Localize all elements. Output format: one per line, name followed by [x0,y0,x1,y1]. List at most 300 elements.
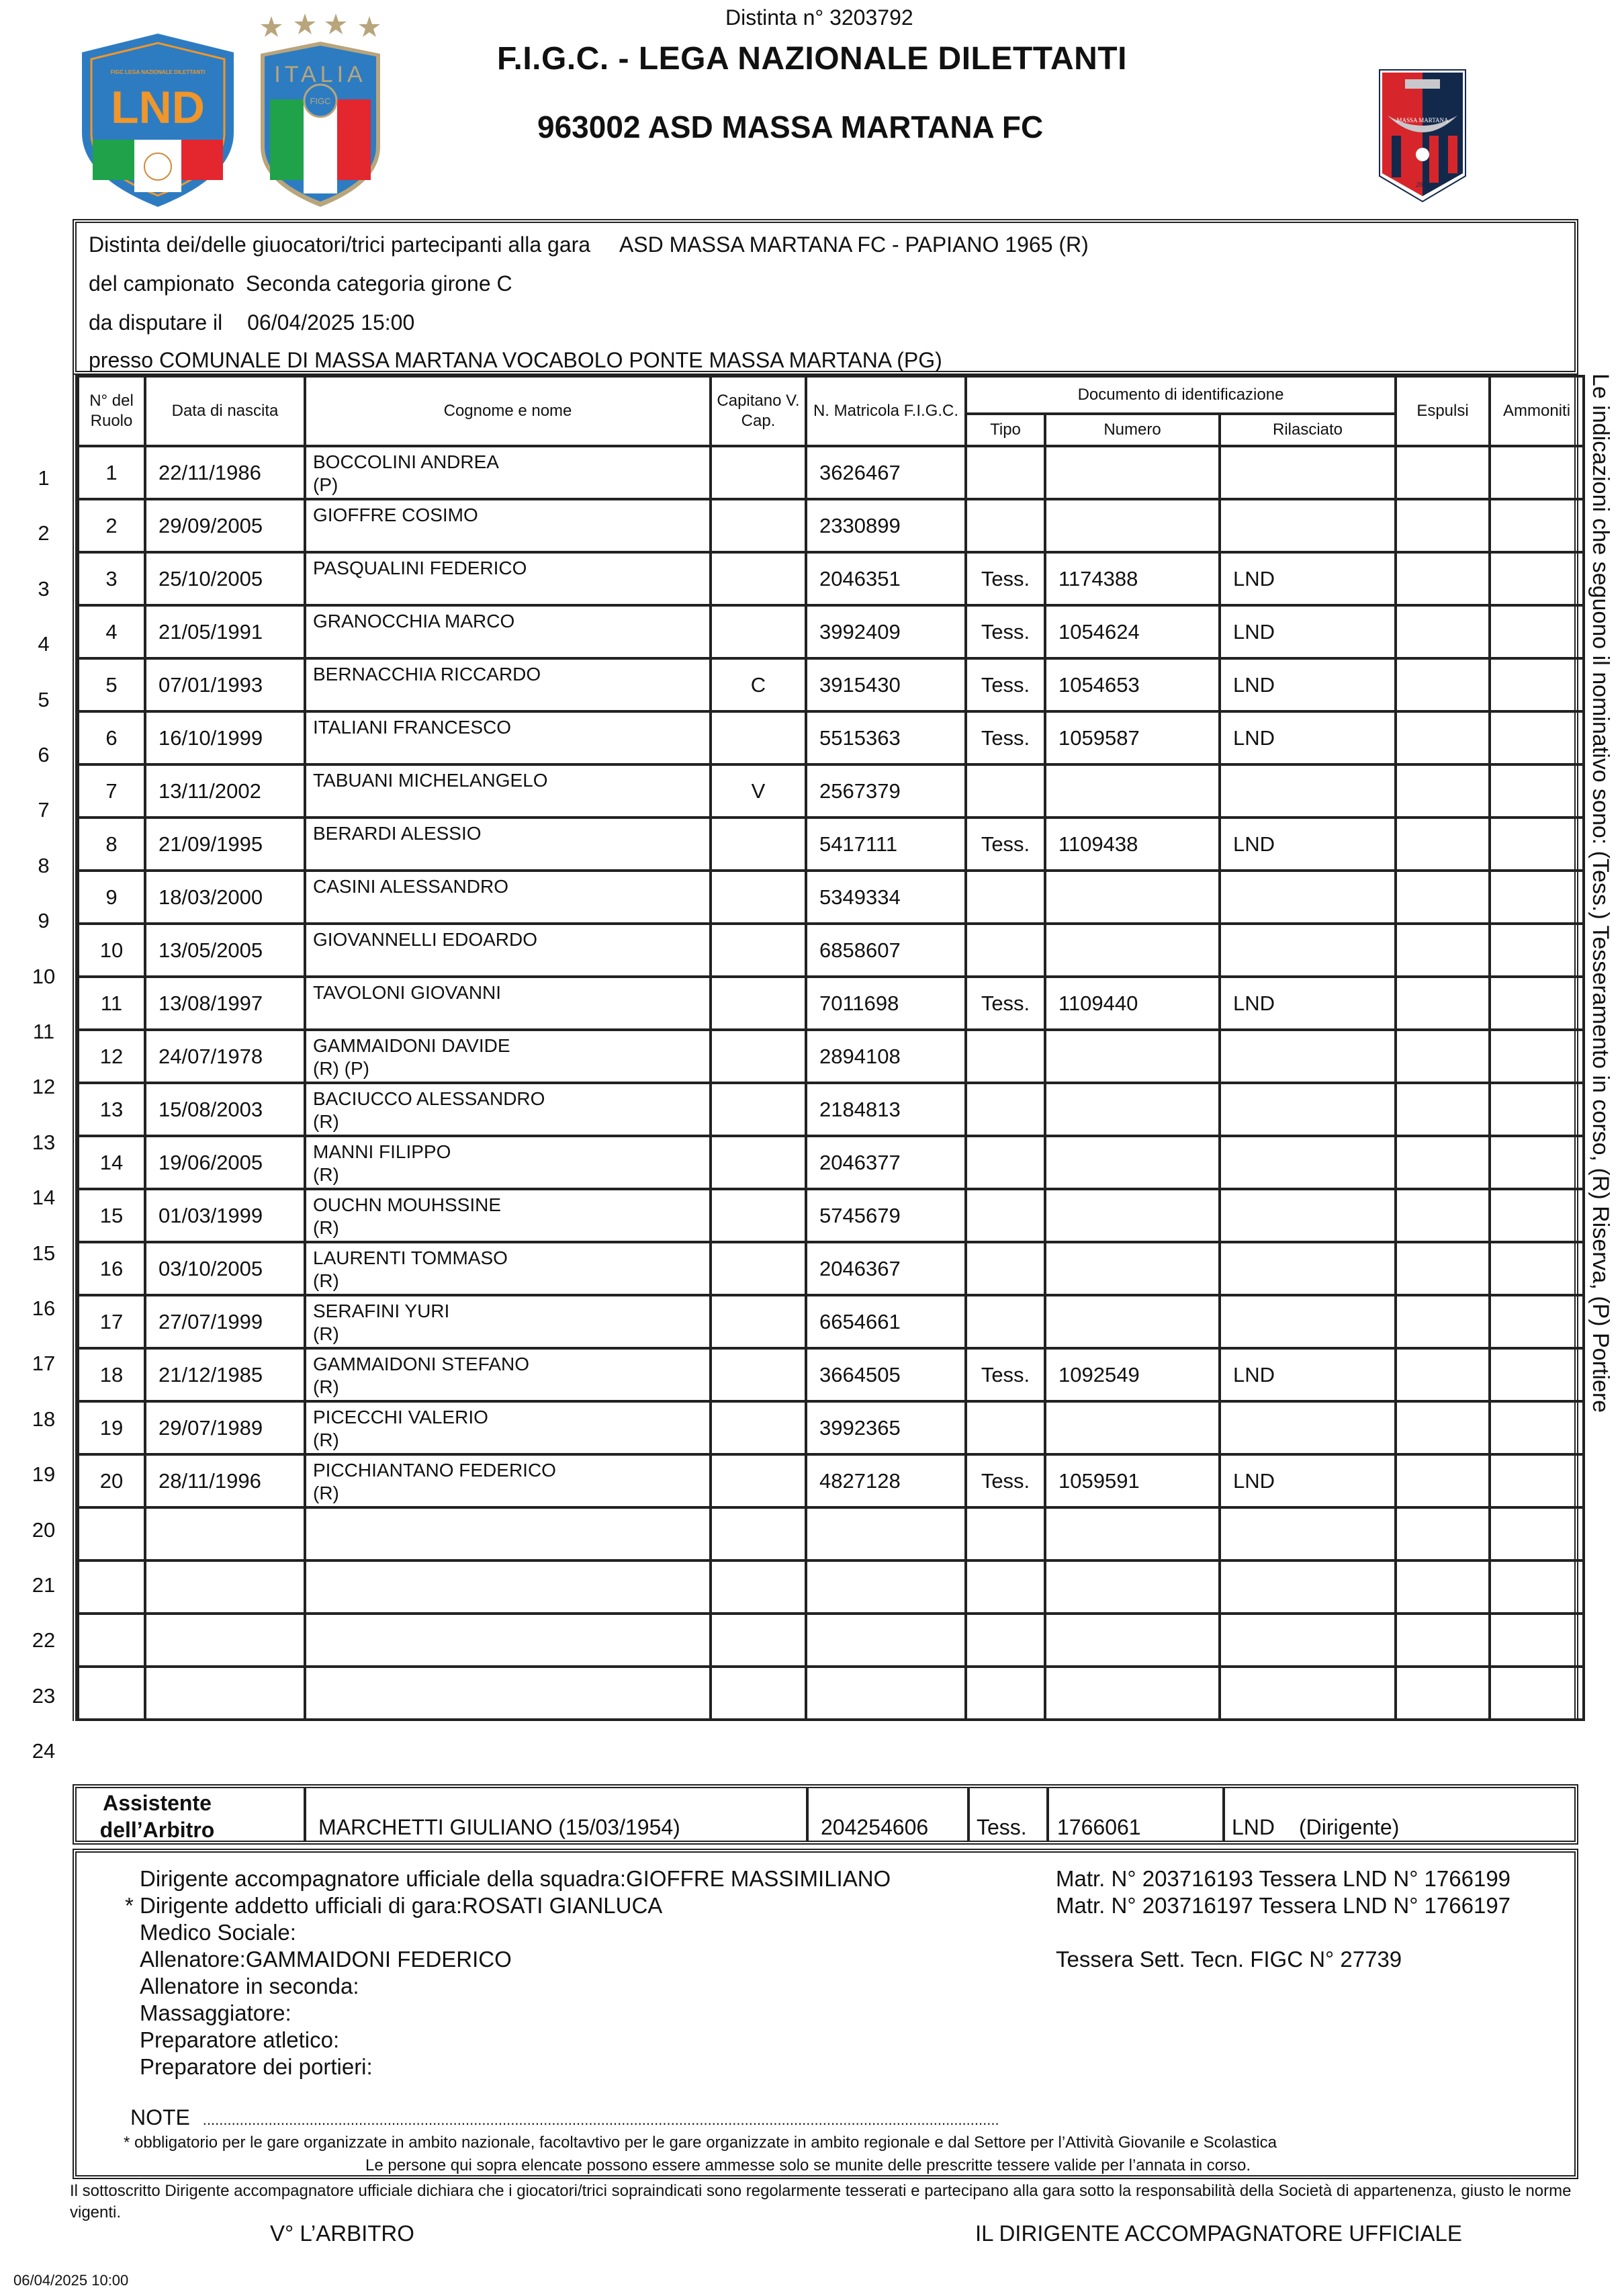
cell-matricola [806,1667,966,1720]
figc-italia-logo [257,12,384,208]
cell-capitano [711,1083,806,1136]
cell-ammoniti[interactable] [1490,818,1584,871]
footnote: * obbligatorio per le gare organizzate in ambito nazionale, facoltavtivo per le gare organizzate in ambito regionale e dal Settore per l’Attività Giovanile e Scolastica [124,2133,1277,2152]
cell-nome [305,764,711,818]
cell-nascita: 21/09/1995 [145,818,305,871]
cell-espulsi[interactable] [1396,711,1490,764]
cell-numero [1045,1295,1220,1348]
table-row [78,871,1584,924]
cell-nascita: 29/09/2005 [145,499,305,552]
player-name: BERARDI ALESSIO [313,823,482,844]
cell-tipo [966,499,1045,552]
cell-matricola: 2894108 [806,1030,966,1083]
staff-dirigente-accompagnatore [140,1866,891,1892]
cell-nascita: 24/07/1978 [145,1030,305,1083]
cell-tipo [966,1560,1045,1614]
cell-espulsi[interactable] [1396,605,1490,658]
header-espulsi: Espulsi [1396,376,1490,446]
cell-rilasciato: LND [1220,605,1396,658]
cell-nome [305,924,711,977]
table-row [78,658,1584,711]
cell-ruolo: 17 [78,1295,145,1348]
cell-nascita: 27/07/1999 [145,1295,305,1348]
players-table-wrapper [73,375,1578,1721]
cell-ruolo [78,1667,145,1720]
cell-ruolo: 9 [78,871,145,924]
staff-dirigente-addetto [125,1893,662,1919]
cell-rilasciato [1220,446,1396,499]
cell-tipo [966,1136,1045,1189]
cell-capitano [711,977,806,1030]
cell-capitano [711,1454,806,1507]
table-row [78,1667,1584,1720]
player-tag: (R) [313,1164,339,1185]
player-tag: (R) [313,1483,339,1503]
player-name: TABUANI MICHELANGELO [313,770,548,791]
cell-nome [305,871,711,924]
validity-note: Le persone qui sopra elencate possono essere ammesse solo se munite delle prescritte tessere valide per l’annata in corso. [365,2156,1251,2174]
cell-nome [305,1560,711,1614]
lnd-shield-icon [79,32,236,208]
cell-numero [1045,1189,1220,1242]
cell-nascita: 16/10/1999 [145,711,305,764]
cell-espulsi[interactable] [1396,764,1490,818]
cell-rilasciato: LND [1220,977,1396,1030]
value: GIOFFRE MASSIMILIANO [626,1866,891,1891]
svg-text:FIGC LEGA NAZIONALE DILETTANTI: FIGC LEGA NAZIONALE DILETTANTI [110,69,206,75]
cell-espulsi[interactable] [1396,1189,1490,1242]
cell-ammoniti[interactable] [1490,1189,1584,1242]
cell-matricola [806,1614,966,1667]
cell-espulsi[interactable] [1396,1560,1490,1614]
assistant-matricola: 204254606 [821,1815,929,1839]
match-value: ASD MASSA MARTANA FC - PAPIANO 1965 (R) [619,232,1089,257]
cell-ammoniti[interactable] [1490,1295,1584,1348]
cell-tipo: Tess. [966,711,1045,764]
cell-ammoniti[interactable] [1490,711,1584,764]
cell-nascita [145,1667,305,1720]
cell-tipo [966,1401,1045,1454]
cell-ammoniti[interactable] [1490,1348,1584,1401]
divider [806,1788,809,1841]
cell-ammoniti[interactable] [1490,1614,1584,1667]
row-index: 9 [38,909,50,933]
referee-signature-label: V° L’ARBITRO [270,2221,414,2246]
cell-nome [305,446,711,499]
row-index: 18 [32,1407,56,1431]
cell-matricola: 2567379 [806,764,966,818]
cell-ruolo: 4 [78,605,145,658]
cell-ammoniti[interactable] [1490,1560,1584,1614]
cell-matricola: 6858607 [806,924,966,977]
assistant-label [90,1790,224,1843]
cell-numero [1045,1507,1220,1560]
cell-ruolo: 6 [78,711,145,764]
cell-capitano [711,1348,806,1401]
row-index: 16 [32,1296,56,1320]
cell-rilasciato [1220,1189,1396,1242]
table-row [78,499,1584,552]
player-tag: (R) [313,1376,339,1397]
cell-espulsi[interactable] [1396,658,1490,711]
cell-nome [305,552,711,605]
cell-nome [305,1189,711,1242]
cell-rilasciato [1220,764,1396,818]
championship-line [89,271,512,296]
cell-espulsi[interactable] [1396,499,1490,552]
cell-numero: 1054624 [1045,605,1220,658]
cell-numero [1045,1667,1220,1720]
player-tag: (R) [313,1111,339,1132]
cell-capitano: C [711,658,806,711]
cell-nome [305,1295,711,1348]
cell-ruolo: 2 [78,499,145,552]
player-name: GRANOCCHIA MARCO [313,611,515,631]
assistant-rilasciato: LND [1232,1815,1275,1839]
cell-capitano [711,1295,806,1348]
cell-matricola: 3626467 [806,446,966,499]
value: ROSATI GIANLUCA [462,1893,663,1918]
player-name: GAMMAIDONI DAVIDE [313,1035,510,1056]
cell-rilasciato: LND [1220,658,1396,711]
cell-nome [305,1083,711,1136]
cell-capitano [711,711,806,764]
cell-capitano [711,499,806,552]
cell-ammoniti[interactable] [1490,605,1584,658]
cell-rilasciato [1220,1295,1396,1348]
table-row [78,764,1584,818]
cell-espulsi[interactable] [1396,1242,1490,1295]
header-nome: Cognome e nome [305,376,711,446]
svg-text:FIGC: FIGC [310,96,331,106]
cell-numero: 1054653 [1045,658,1220,711]
vertical-legend-text: Le indicazioni che seguono il nominativo sono: (Tess.) Tesseramento in corso, (R) Riserva, (P) Portiere [1588,373,1613,1413]
cell-espulsi[interactable] [1396,552,1490,605]
cell-ammoniti[interactable] [1490,871,1584,924]
cell-espulsi[interactable] [1396,1614,1490,1667]
cell-matricola: 5349334 [806,871,966,924]
cell-nascita: 13/11/2002 [145,764,305,818]
cell-numero [1045,499,1220,552]
cell-nascita: 15/08/2003 [145,1083,305,1136]
player-tag: (R) [313,1270,339,1291]
cell-ammoniti[interactable] [1490,977,1584,1030]
value: GAMMAIDONI FEDERICO [245,1947,512,1972]
player-tag: (R) [313,1429,339,1450]
cell-nome [305,818,711,871]
cell-capitano [711,1401,806,1454]
svg-text:ITALIA: ITALIA [274,62,367,87]
cell-matricola: 2046367 [806,1242,966,1295]
assistant-numero: 1766061 [1057,1815,1141,1839]
cell-espulsi[interactable] [1396,1667,1490,1720]
note-label: NOTE [130,2105,190,2129]
cell-ruolo: 5 [78,658,145,711]
player-name: GIOFFRE COSIMO [313,504,478,525]
cell-numero [1045,1401,1220,1454]
player-name: GIOVANNELLI EDOARDO [313,929,538,950]
cell-tipo [966,1189,1045,1242]
cell-ruolo: 14 [78,1136,145,1189]
cell-nome [305,711,711,764]
cell-espulsi[interactable] [1396,1295,1490,1348]
assistant-label-line2: dell’Arbitro [99,1818,215,1842]
cell-rilasciato: LND [1220,1454,1396,1507]
cell-rilasciato: LND [1220,818,1396,871]
cell-ammoniti[interactable] [1490,1667,1584,1720]
cell-matricola: 6654661 [806,1295,966,1348]
cell-nascita: 13/05/2005 [145,924,305,977]
cell-capitano [711,552,806,605]
cell-ammoniti[interactable] [1490,499,1584,552]
cell-numero: 1109438 [1045,818,1220,871]
cell-ammoniti[interactable] [1490,1136,1584,1189]
cell-rilasciato: LND [1220,711,1396,764]
cell-tipo [966,924,1045,977]
cell-nascita: 21/05/1991 [145,605,305,658]
staff-dirigente-addetto-detail: Matr. N° 203716197 Tessera LND N° 1766197 [1056,1893,1511,1918]
row-index: 15 [32,1241,56,1265]
table-row [78,977,1584,1030]
cell-espulsi[interactable] [1396,1454,1490,1507]
player-name: BOCCOLINI ANDREA [313,451,499,472]
cell-rilasciato [1220,871,1396,924]
table-row [78,1454,1584,1507]
staff-dirigente-accompagnatore-detail: Matr. N° 203716193 Tessera LND N° 1766199 [1056,1866,1511,1891]
cell-ammoniti[interactable] [1490,658,1584,711]
cell-matricola: 2184813 [806,1083,966,1136]
header-nascita: Data di nascita [145,376,305,446]
table-row [78,605,1584,658]
cell-espulsi[interactable] [1396,1348,1490,1401]
note-dots: .................................................................................................................................................................................................. [202,2111,999,2128]
table-row [78,552,1584,605]
cell-ruolo: 12 [78,1030,145,1083]
date-label: da disputare il [89,310,223,335]
cell-matricola: 4827128 [806,1454,966,1507]
cell-ammoniti[interactable] [1490,446,1584,499]
player-name: PASQUALINI FEDERICO [313,558,527,578]
cell-nome [305,1614,711,1667]
cell-matricola: 3915430 [806,658,966,711]
cell-ammoniti[interactable] [1490,924,1584,977]
assistant-name: MARCHETTI GIULIANO (15/03/1954) [318,1815,680,1839]
label: * Dirigente addetto ufficiali di gara: [125,1893,463,1918]
cell-rilasciato [1220,1560,1396,1614]
cell-ammoniti[interactable] [1490,764,1584,818]
cell-espulsi[interactable] [1396,1507,1490,1560]
cell-tipo [966,764,1045,818]
player-tag: (R) (P) [313,1058,369,1079]
row-index: 24 [32,1739,56,1763]
cell-ruolo [78,1560,145,1614]
cell-espulsi[interactable] [1396,977,1490,1030]
date-value: 06/04/2025 15:00 [247,310,415,335]
cell-tipo [966,1030,1045,1083]
assistant-role: (Dirigente) [1299,1815,1400,1839]
club-crest-icon [1378,69,1467,203]
table-row [78,1401,1584,1454]
cell-matricola: 2046377 [806,1136,966,1189]
row-index: 1 [38,466,50,490]
svg-text:2024: 2024 [1416,181,1429,189]
player-name: TAVOLONI GIOVANNI [313,982,502,1003]
assistant-label-line1: Assistente [103,1791,212,1815]
staff-preparatore-atletico: Preparatore atletico: [140,2027,340,2052]
divider [1222,1788,1225,1841]
cell-nascita [145,1507,305,1560]
cell-nascita [145,1614,305,1667]
cell-nascita: 22/11/1986 [145,446,305,499]
cell-ruolo: 8 [78,818,145,871]
venue-value: COMUNALE DI MASSA MARTANA VOCABOLO PONTE MASSA MARTANA (PG) [159,348,942,372]
cell-nascita: 18/03/2000 [145,871,305,924]
cell-numero: 1092549 [1045,1348,1220,1401]
assistant-referee-row [73,1784,1578,1845]
club-title: 963002 ASD MASSA MARTANA FC [537,109,1044,144]
table-row [78,1189,1584,1242]
championship-value: Seconda categoria girone C [245,271,512,296]
cell-espulsi[interactable] [1396,1401,1490,1454]
players-table [77,375,1585,1721]
row-index: 14 [32,1186,56,1210]
cell-matricola: 2330899 [806,499,966,552]
header-matricola: N. Matricola F.I.G.C. [806,376,966,446]
cell-numero [1045,1242,1220,1295]
player-name: BERNACCHIA RICCARDO [313,664,541,685]
cell-numero [1045,1136,1220,1189]
cell-capitano [711,1507,806,1560]
cell-ammoniti[interactable] [1490,1242,1584,1295]
cell-nome [305,1242,711,1295]
match-info-box [73,219,1578,375]
cell-espulsi[interactable] [1396,1083,1490,1136]
figc-shield-icon [257,12,384,208]
cell-ammoniti[interactable] [1490,1083,1584,1136]
header-documento: Documento di identificazione [966,376,1396,414]
cell-ammoniti[interactable] [1490,1507,1584,1560]
table-row [78,1614,1584,1667]
row-index: 8 [38,853,50,877]
player-tag: (R) [313,1217,339,1238]
cell-numero [1045,924,1220,977]
cell-numero: 1059591 [1045,1454,1220,1507]
cell-capitano [711,924,806,977]
cell-rilasciato [1220,1030,1396,1083]
cell-espulsi[interactable] [1396,924,1490,977]
cell-numero [1045,1030,1220,1083]
player-name: PICECCHI VALERIO [313,1407,488,1427]
cell-tipo [966,1242,1045,1295]
staff-preparatore-portieri: Preparatore dei portieri: [140,2054,373,2079]
cell-ruolo: 3 [78,552,145,605]
date-line [89,310,414,335]
cell-nascita: 03/10/2005 [145,1242,305,1295]
cell-espulsi[interactable] [1396,818,1490,871]
cell-ruolo: 1 [78,446,145,499]
massa-martana-crest [1378,69,1467,203]
cell-numero: 1174388 [1045,552,1220,605]
cell-matricola: 7011698 [806,977,966,1030]
cell-ammoniti[interactable] [1490,1401,1584,1454]
cell-tipo: Tess. [966,1348,1045,1401]
cell-nome [305,1030,711,1083]
cell-nascita: 19/06/2005 [145,1136,305,1189]
note-line[interactable] [130,2105,999,2130]
cell-ammoniti[interactable] [1490,1454,1584,1507]
table-row [78,1030,1584,1083]
cell-ruolo: 7 [78,764,145,818]
cell-nome [305,499,711,552]
cell-tipo [966,446,1045,499]
cell-nascita: 01/03/1999 [145,1189,305,1242]
assistant-tipo: Tess. [977,1815,1027,1839]
divider [1046,1788,1049,1841]
row-index: 22 [32,1628,56,1653]
cell-tipo: Tess. [966,818,1045,871]
cell-capitano [711,1136,806,1189]
cell-numero [1045,1560,1220,1614]
cell-rilasciato [1220,1401,1396,1454]
cell-espulsi[interactable] [1396,1136,1490,1189]
cell-nascita: 13/08/1997 [145,977,305,1030]
svg-text:MASSA MARTANA: MASSA MARTANA [1396,117,1449,124]
cell-nome [305,658,711,711]
label: Dirigente accompagnatore ufficiale della squadra: [140,1866,627,1891]
row-index: 2 [38,521,50,545]
venue-label: presso [89,348,154,372]
table-row [78,1560,1584,1614]
cell-matricola: 3664505 [806,1348,966,1401]
player-name: OUCHN MOUHSSINE [313,1194,502,1215]
cell-capitano [711,1614,806,1667]
cell-capitano [711,1667,806,1720]
cell-espulsi[interactable] [1396,871,1490,924]
cell-nascita: 25/10/2005 [145,552,305,605]
player-name: PICCHIANTANO FEDERICO [313,1460,556,1481]
cell-ammoniti[interactable] [1490,552,1584,605]
cell-rilasciato [1220,1136,1396,1189]
svg-text:LND: LND [111,82,205,133]
player-tag: (P) [313,474,339,495]
cell-ammoniti[interactable] [1490,1030,1584,1083]
cell-numero [1045,446,1220,499]
cell-espulsi[interactable] [1396,446,1490,499]
cell-espulsi[interactable] [1396,1030,1490,1083]
cell-nascita: 07/01/1993 [145,658,305,711]
row-index: 5 [38,687,50,711]
cell-matricola: 5417111 [806,818,966,871]
cell-capitano: V [711,764,806,818]
cell-capitano [711,1189,806,1242]
row-index: 21 [32,1573,56,1597]
cell-matricola [806,1507,966,1560]
cell-nome [305,1136,711,1189]
cell-ruolo: 11 [78,977,145,1030]
cell-numero [1045,1083,1220,1136]
row-index: 13 [32,1130,56,1154]
match-line [89,232,1089,257]
cell-ruolo: 18 [78,1348,145,1401]
cell-nascita: 29/07/1989 [145,1401,305,1454]
cell-rilasciato [1220,499,1396,552]
vertical-legend [1586,373,1613,1448]
header-tipo: Tipo [966,414,1045,446]
divider [304,1788,306,1841]
cell-capitano [711,446,806,499]
cell-nome [305,977,711,1030]
cell-nome [305,605,711,658]
